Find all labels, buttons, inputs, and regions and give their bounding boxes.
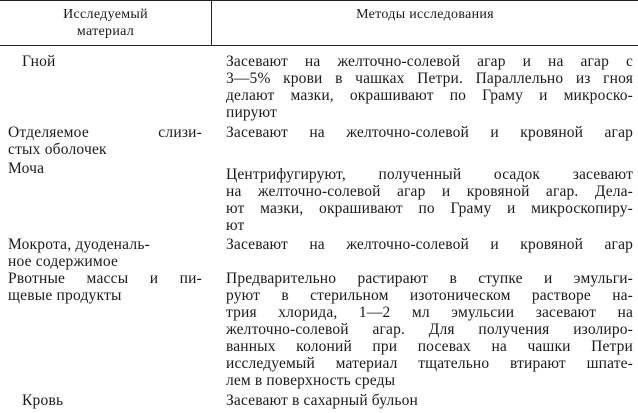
material-line: щевые продукты xyxy=(8,287,122,304)
method-line: Засевают на желточно-солевой и кровяной агар xyxy=(226,124,633,141)
method-line: лем в поверхность среды xyxy=(226,372,396,389)
method-line: желточно-солевой агар. Для получения изолиро- xyxy=(226,321,633,338)
row-material-mucous xyxy=(8,124,202,158)
method-line: Центрифугируют, полученный осадок засевают xyxy=(226,166,633,183)
method-line: пируют xyxy=(226,104,277,121)
method-line: Засевают на желточно-солевой агар и на агар с xyxy=(226,53,633,70)
material-line: Кровь xyxy=(22,392,64,409)
row-method-blood xyxy=(226,392,633,409)
method-line: ют мазки, окрашивают по Граму и микроскопиру- xyxy=(226,200,633,217)
method-line: исследуемый материал тщательно втирают шпате- xyxy=(226,355,633,372)
row-material-pus xyxy=(22,53,216,70)
method-line: на желточно-солевой агар и кровяной агар. Дела- xyxy=(226,183,633,200)
header-methods-text: Методы исследования xyxy=(356,7,494,22)
header-methods xyxy=(212,6,638,23)
method-line: Предварительно растирают в ступке и эмульги- xyxy=(226,270,633,287)
material-line: ное содержимое xyxy=(8,253,119,270)
header-material xyxy=(0,6,211,40)
row-material-blood xyxy=(22,392,216,409)
material-line: Рвотные массы и пи- xyxy=(8,270,202,287)
header-material-line: материал xyxy=(76,24,135,39)
row-method-pus xyxy=(226,53,633,121)
row-method-urine xyxy=(226,166,633,234)
method-line: Засевают в сахарный бульон xyxy=(226,392,418,409)
table-top-rule xyxy=(0,0,638,1)
row-method-mucous xyxy=(226,124,633,141)
row-method-sputum xyxy=(226,236,633,253)
row-material-sputum xyxy=(8,236,202,270)
method-line: Засевают на желточно-солевой и кровяной агар xyxy=(226,236,633,253)
header-bottom-rule xyxy=(0,45,638,46)
method-line: ванных колоний при посевах на чашки Петри xyxy=(226,338,633,355)
row-material-urine xyxy=(8,160,202,177)
method-line: ют xyxy=(226,217,245,234)
method-line: 3—5% крови в чашках Петри. Параллельно из гноя xyxy=(226,70,633,87)
material-line: Гной xyxy=(22,53,56,70)
material-line: стых оболочек xyxy=(8,141,107,158)
method-line: руют в стерильном изотоническом растворе на- xyxy=(226,287,633,304)
material-line: Мокрота, дуоденаль- xyxy=(8,236,150,253)
material-line: Отделяемое слизи- xyxy=(8,124,202,141)
row-method-vomit xyxy=(226,270,633,389)
method-line: делают мазки, окрашивают по Граму и микроско- xyxy=(226,87,633,104)
row-material-vomit xyxy=(8,270,202,304)
method-line: трия хлорида, 1—2 мл эмульсии засевают на xyxy=(226,304,633,321)
header-material-line: Исследуемый xyxy=(63,7,148,22)
material-line: Моча xyxy=(8,160,45,177)
